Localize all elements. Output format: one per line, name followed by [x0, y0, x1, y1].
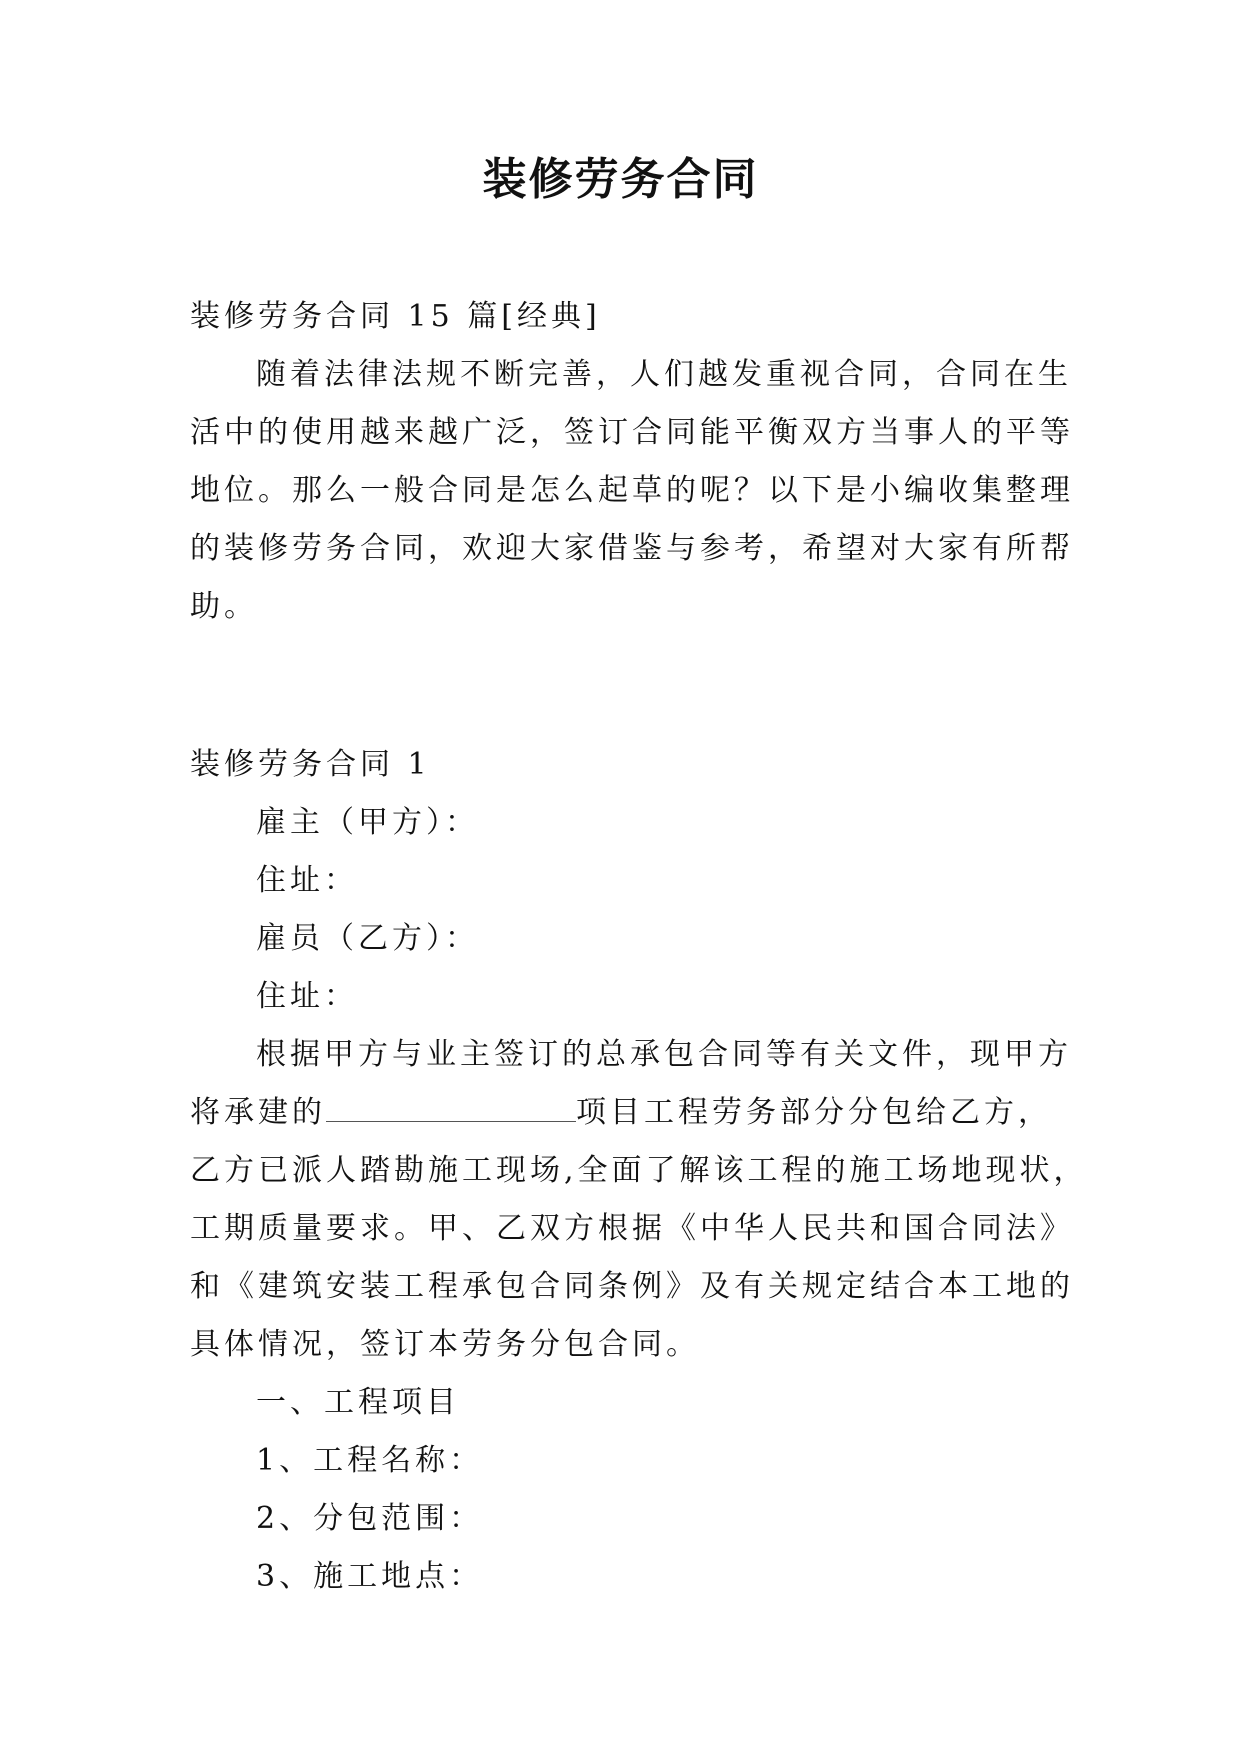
- party-employee-address-line: 住址：: [256, 979, 358, 1014]
- clause-item: 1、工程名称：: [256, 1443, 484, 1478]
- document-title: 装修劳务合同: [482, 154, 759, 205]
- body-line: 根据甲方与业主签订的总承包合同等有关文件，现甲方: [256, 1037, 1072, 1072]
- project-name-blank: [326, 1085, 576, 1122]
- body-line: 和《建筑安装工程承包合同条例》及有关规定结合本工地的: [190, 1269, 1074, 1304]
- intro-line: 活中的使用越来越广泛，签订合同能平衡双方当事人的平等: [190, 415, 1074, 450]
- body-line: 工期质量要求。甲、乙双方根据《中华人民共和国合同法》: [190, 1211, 1074, 1246]
- body-line: 乙方已派人踏勘施工现场,全面了解该工程的施工场地现状，: [190, 1153, 1088, 1188]
- clause-item: 3、施工地点：: [256, 1559, 484, 1594]
- document-subtitle: 装修劳务合同 15 篇[经典]: [190, 299, 601, 334]
- clause-heading: 一、工程项目: [256, 1385, 460, 1420]
- party-employer-address-line: 住址：: [256, 863, 358, 898]
- intro-line: 地位。那么一般合同是怎么起草的呢？以下是小编收集整理: [190, 473, 1074, 508]
- section-spacer: [190, 636, 1070, 736]
- intro-line: 的装修劳务合同，欢迎大家借鉴与参考，希望对大家有所帮: [190, 531, 1074, 566]
- clause-item: 2、分包范围：: [256, 1501, 484, 1536]
- body-text-before-blank: 将承建的: [190, 1095, 326, 1130]
- intro-line: 随着法律法规不断完善，人们越发重视合同，合同在生: [256, 357, 1072, 392]
- section-heading: 装修劳务合同 1: [190, 747, 431, 782]
- party-employer-line: 雇主（甲方）：: [256, 805, 479, 840]
- body-text-after-blank: 项目工程劳务部分分包给乙方，: [576, 1095, 1052, 1130]
- body-line-with-blank: [190, 1084, 1070, 1142]
- party-employee-line: 雇员（乙方）：: [256, 921, 479, 956]
- body-line: 具体情况，签订本劳务分包合同。: [190, 1327, 700, 1362]
- document-body: [190, 288, 1088, 1606]
- intro-line: 助。: [190, 589, 258, 624]
